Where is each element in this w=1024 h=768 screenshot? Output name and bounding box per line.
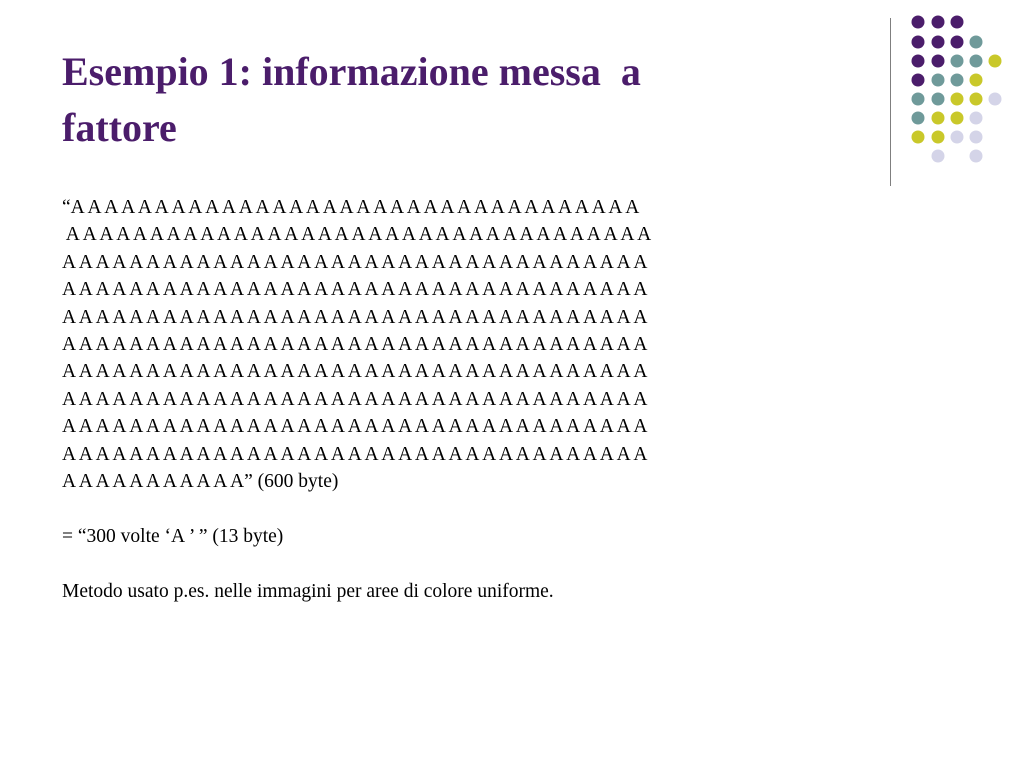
decorative-dot xyxy=(932,16,945,29)
decorative-dot xyxy=(951,16,964,29)
decorative-dot xyxy=(912,16,925,29)
decorative-dot xyxy=(989,93,1002,106)
decorative-dot xyxy=(989,55,1002,68)
decorative-dot xyxy=(932,55,945,68)
decorative-dot xyxy=(970,131,983,144)
body-line-2: A A A A A A A A A A A A A A A A A A A A A A A A A A A A A A A A A A A xyxy=(62,224,652,246)
body-line-5: A A A A A A A A A A A A A A A A A A A A A A A A A A A A A A A A A A A xyxy=(62,306,648,328)
body-line-9: A A A A A A A A A A A A A A A A A A A A A A A A A A A A A A A A A A A xyxy=(62,416,648,438)
method-line: Metodo usato p.es. nelle immagini per aree di colore uniforme. xyxy=(62,580,554,602)
body-line-4: A A A A A A A A A A A A A A A A A A A A A A A A A A A A A A A A A A A xyxy=(62,279,648,301)
body-line-6: A A A A A A A A A A A A A A A A A A A A A A A A A A A A A A A A A A A xyxy=(62,334,648,356)
decorative-dot xyxy=(970,93,983,106)
decorative-dot xyxy=(932,131,945,144)
paragraph-spacer xyxy=(62,495,882,522)
decorative-dot xyxy=(970,112,983,125)
slide-body xyxy=(62,194,882,605)
decorative-dot xyxy=(912,112,925,125)
decorative-dot xyxy=(932,150,945,163)
decorative-dot xyxy=(951,112,964,125)
decorative-dot xyxy=(912,55,925,68)
title-line-1: Esempio 1: informazione messa a xyxy=(62,49,641,94)
decorative-dot xyxy=(932,74,945,87)
decorative-dot xyxy=(951,55,964,68)
decorative-dot xyxy=(970,55,983,68)
decorative-dot xyxy=(951,74,964,87)
body-line-10: A A A A A A A A A A A A A A A A A A A A A A A A A A A A A A A A A A A xyxy=(62,443,648,465)
decorative-dot xyxy=(912,131,925,144)
equals-line: = “300 volte ‘A ’ ” (13 byte) xyxy=(62,525,284,547)
decorative-dot xyxy=(912,36,925,49)
paragraph-spacer xyxy=(62,550,882,577)
title-line-2: fattore xyxy=(62,105,177,150)
decorative-dot xyxy=(951,131,964,144)
decorative-dot xyxy=(951,36,964,49)
body-line-11: A A A A A A A A A A A” (600 byte) xyxy=(62,471,339,493)
decorative-dot xyxy=(970,74,983,87)
body-line-3: A A A A A A A A A A A A A A A A A A A A A A A A A A A A A A A A A A A xyxy=(62,251,648,273)
vertical-divider xyxy=(890,18,891,186)
decorative-dot xyxy=(932,36,945,49)
decorative-dot xyxy=(970,150,983,163)
decorative-dot xyxy=(951,93,964,106)
decorative-dot xyxy=(932,93,945,106)
slide-title xyxy=(62,44,842,156)
body-line-1: “A A A A A A A A A A A A A A A A A A A A A A A A A A A A A A A A A A xyxy=(62,197,640,218)
body-line-8: A A A A A A A A A A A A A A A A A A A A A A A A A A A A A A A A A A A xyxy=(62,388,648,410)
decorative-dot xyxy=(912,93,925,106)
decorative-dot xyxy=(970,36,983,49)
decorative-dot xyxy=(912,74,925,87)
decorative-dot xyxy=(932,112,945,125)
body-line-7: A A A A A A A A A A A A A A A A A A A A A A A A A A A A A A A A A A A xyxy=(62,361,648,383)
